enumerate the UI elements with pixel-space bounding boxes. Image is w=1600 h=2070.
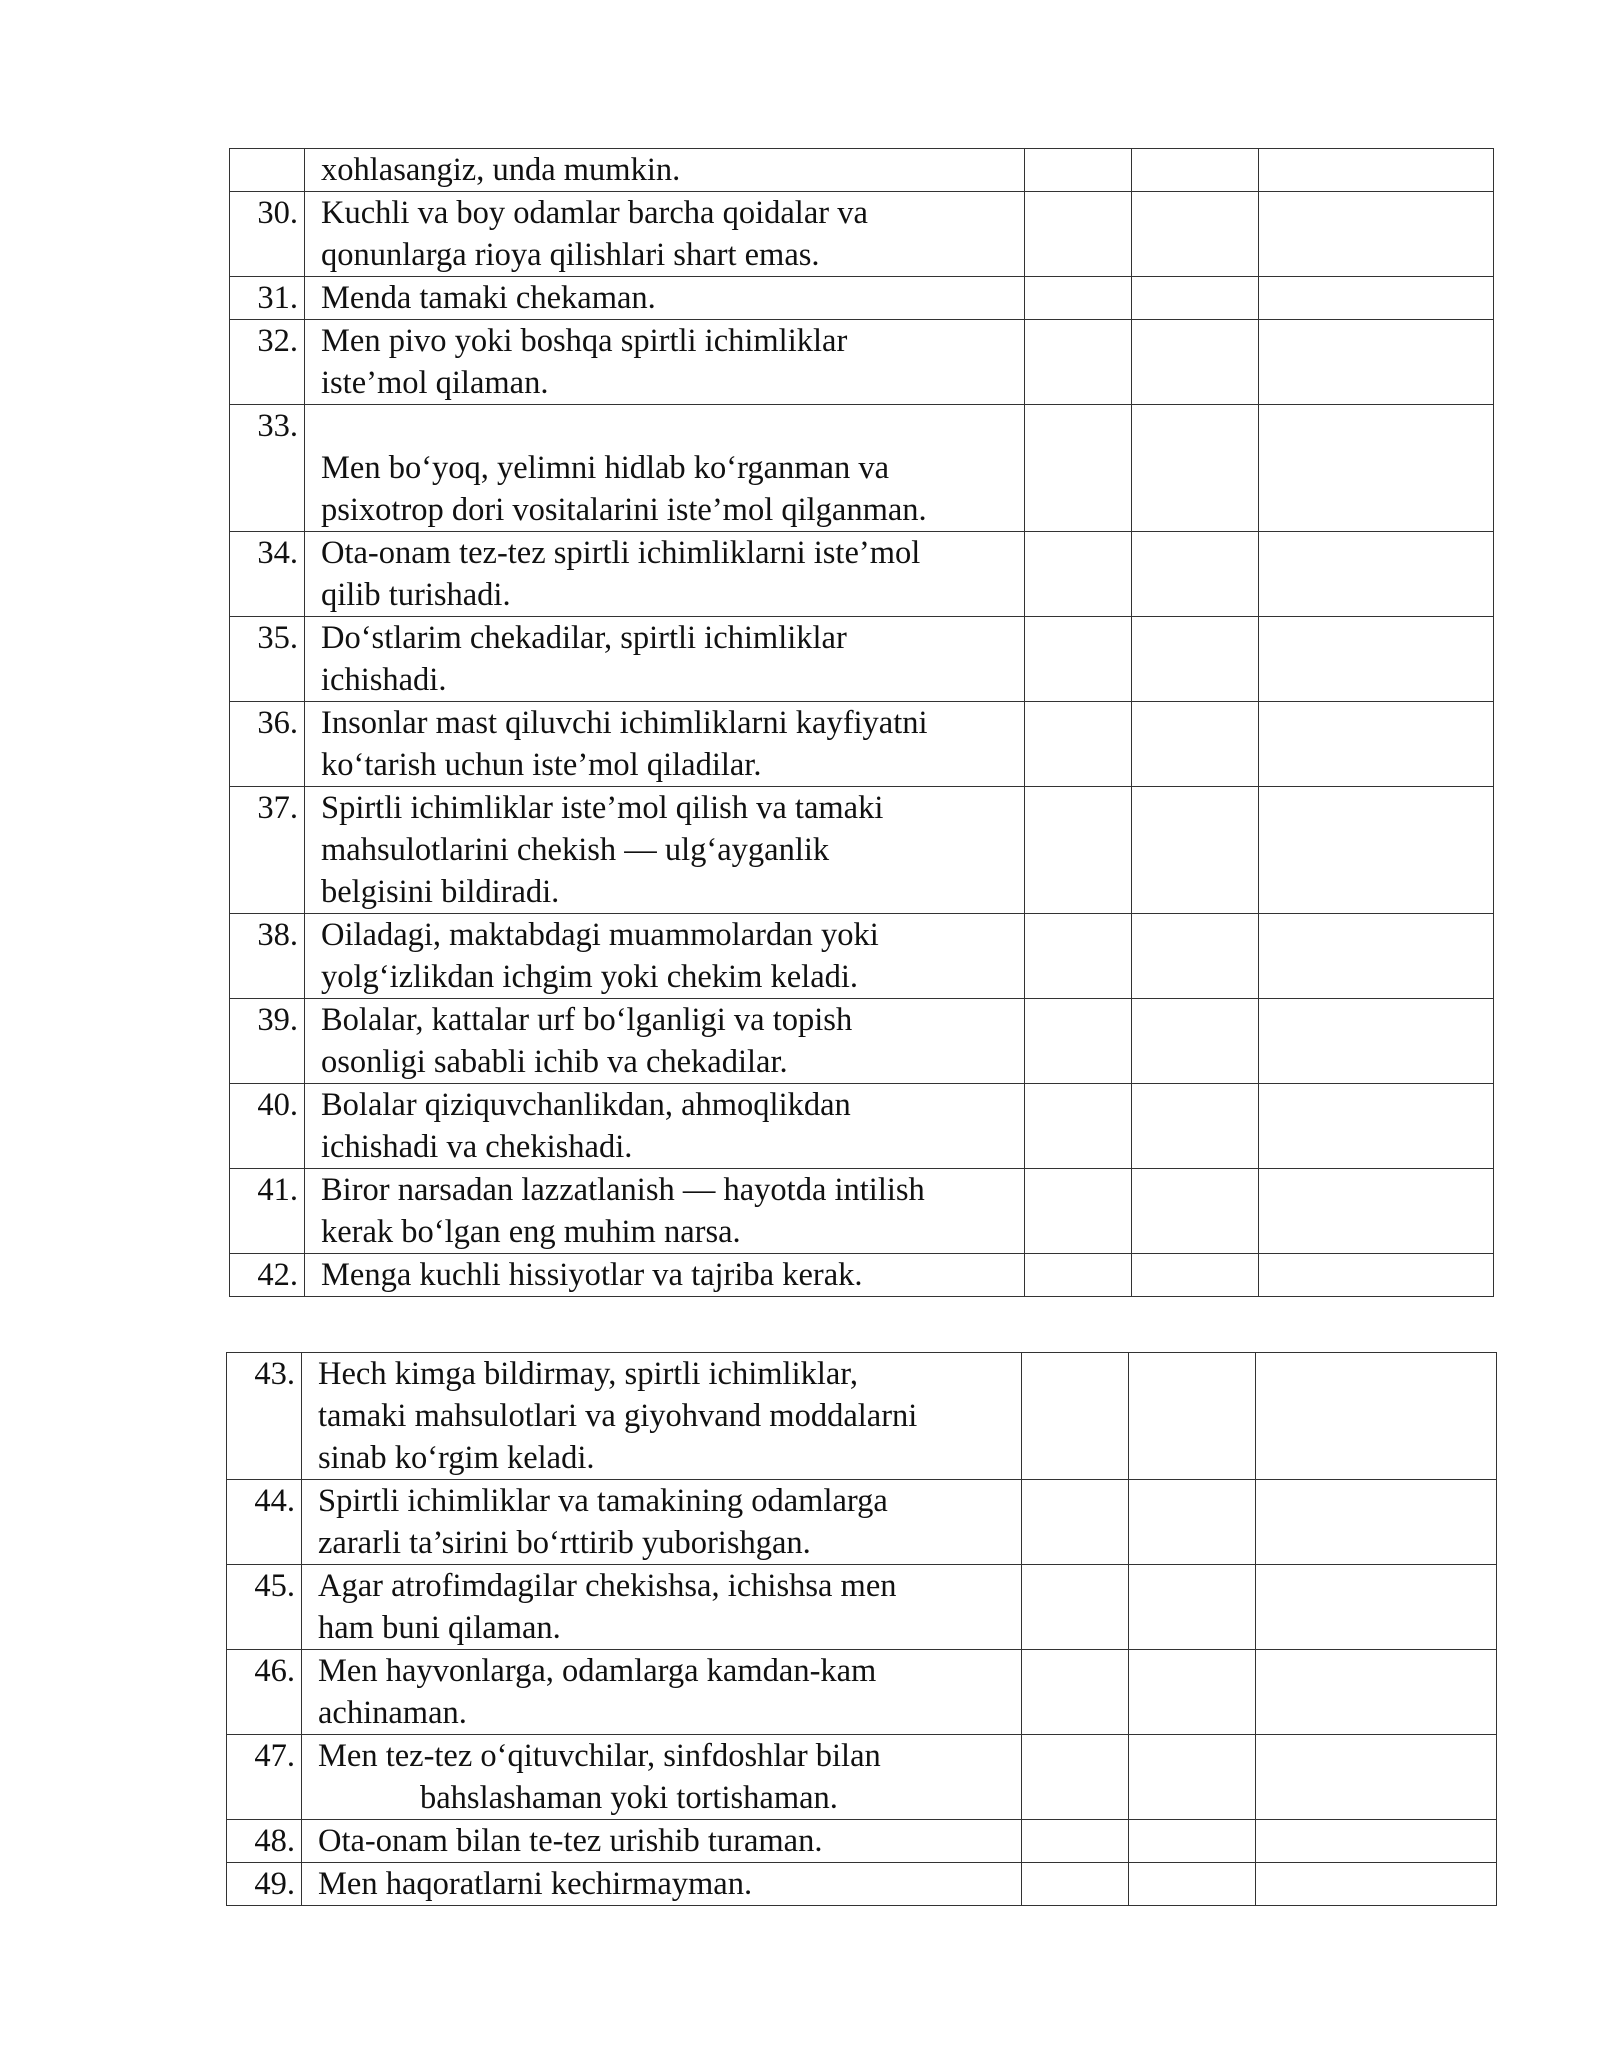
answer-cell[interactable] [1129,1480,1256,1565]
answer-cell[interactable] [1256,1863,1497,1906]
answer-cell[interactable] [1132,1169,1259,1254]
statement-text: Biror narsadan lazzatlanish — hayotda intilish kerak bo‘lgan eng muhim narsa. [305,1169,1025,1254]
statement-text: Men haqoratlarni kechirmayman. [302,1863,1022,1906]
row-number: 30. [230,192,305,277]
statement-text: Spirtli ichimliklar va tamakining odamlarga zararli ta’sirini bo‘rttirib yuborishgan. [302,1480,1022,1565]
table-row [230,277,1494,320]
answer-cell[interactable] [1025,405,1132,532]
table-row [227,1353,1497,1480]
answer-cell[interactable] [1025,914,1132,999]
row-number: 35. [230,617,305,702]
table-row [230,192,1494,277]
statement-text: Bolalar qiziquvchanlikdan, ahmoqlikdan ichishadi va chekishadi. [305,1084,1025,1169]
table-row [227,1565,1497,1650]
answer-cell[interactable] [1129,1820,1256,1863]
answer-cell[interactable] [1132,405,1259,532]
answer-cell[interactable] [1259,192,1494,277]
row-number: 43. [227,1353,302,1480]
table-row [230,999,1494,1084]
answer-cell[interactable] [1025,1084,1132,1169]
answer-cell[interactable] [1259,277,1494,320]
answer-cell[interactable] [1259,320,1494,405]
answer-cell[interactable] [1132,277,1259,320]
answer-cell[interactable] [1129,1565,1256,1650]
answer-cell[interactable] [1025,320,1132,405]
answer-cell[interactable] [1022,1650,1129,1735]
row-number: 37. [230,787,305,914]
answer-cell[interactable] [1025,702,1132,787]
table-row [230,702,1494,787]
statement-text: Men tez-tez o‘qituvchilar, sinfdoshlar bilan bahslashaman yoki tortishaman. [302,1735,1022,1820]
answer-cell[interactable] [1259,1254,1494,1297]
table-row [230,532,1494,617]
answer-cell[interactable] [1132,149,1259,192]
statement-text: Ota-onam tez-tez spirtli ichimliklarni iste’mol qilib turishadi. [305,532,1025,617]
row-number: 31. [230,277,305,320]
table-row [227,1863,1497,1906]
answer-cell[interactable] [1259,702,1494,787]
row-number: 41. [230,1169,305,1254]
answer-cell[interactable] [1025,149,1132,192]
statement-text: Menga kuchli hissiyotlar va tajriba kerak. [305,1254,1025,1297]
table-row [230,320,1494,405]
statement-text: Do‘stlarim chekadilar, spirtli ichimliklar ichishadi. [305,617,1025,702]
statement-text: Hech kimga bildirmay, spirtli ichimliklar, tamaki mahsulotlari va giyohvand moddalarni sinab ko‘rgim keladi. [302,1353,1022,1480]
answer-cell[interactable] [1025,787,1132,914]
row-number: 46. [227,1650,302,1735]
answer-cell[interactable] [1256,1820,1497,1863]
questionnaire-table-1 [229,148,1494,1297]
row-number: 34. [230,532,305,617]
answer-cell[interactable] [1132,532,1259,617]
statement-text: Insonlar mast qiluvchi ichimliklarni kayfiyatni ko‘tarish uchun iste’mol qiladilar. [305,702,1025,787]
table-row [230,1084,1494,1169]
row-number: 47. [227,1735,302,1820]
table-row [230,1169,1494,1254]
statement-text: Kuchli va boy odamlar barcha qoidalar va qonunlarga rioya qilishlari shart emas. [305,192,1025,277]
answer-cell[interactable] [1025,1254,1132,1297]
answer-cell[interactable] [1259,1084,1494,1169]
answer-cell[interactable] [1022,1735,1129,1820]
statement-text: xohlasangiz, unda mumkin. [305,149,1025,192]
answer-cell[interactable] [1256,1565,1497,1650]
answer-cell[interactable] [1259,149,1494,192]
table-row [230,405,1494,532]
statement-text: Oiladagi, maktabdagi muammolardan yoki yolg‘izlikdan ichgim yoki chekim keladi. [305,914,1025,999]
row-number: 38. [230,914,305,999]
answer-cell[interactable] [1025,617,1132,702]
table-row [227,1820,1497,1863]
answer-cell[interactable] [1129,1650,1256,1735]
answer-cell[interactable] [1256,1353,1497,1480]
row-number: 49. [227,1863,302,1906]
answer-cell[interactable] [1132,1254,1259,1297]
answer-cell[interactable] [1259,787,1494,914]
answer-cell[interactable] [1129,1735,1256,1820]
answer-cell[interactable] [1259,405,1494,532]
answer-cell[interactable] [1132,702,1259,787]
row-number [230,149,305,192]
questionnaire-table-2 [226,1352,1497,1906]
table-row [227,1735,1497,1820]
answer-cell[interactable] [1025,532,1132,617]
table-row [230,914,1494,999]
answer-cell[interactable] [1132,999,1259,1084]
table-row [230,617,1494,702]
answer-cell[interactable] [1025,999,1132,1084]
row-number: 44. [227,1480,302,1565]
table-row [227,1480,1497,1565]
answer-cell[interactable] [1025,277,1132,320]
row-number: 33. [230,405,305,532]
answer-cell[interactable] [1132,617,1259,702]
answer-cell[interactable] [1132,1084,1259,1169]
statement-text: Agar atrofimdagilar chekishsa, ichishsa men ham buni qilaman. [302,1565,1022,1650]
answer-cell[interactable] [1022,1863,1129,1906]
statement-text: Men bo‘yoq, yelimni hidlab ko‘rganman va psixotrop dori vositalarini iste’mol qilganman. [305,405,1025,532]
answer-cell[interactable] [1259,532,1494,617]
row-number: 48. [227,1820,302,1863]
statement-text: Men pivo yoki boshqa spirtli ichimliklar iste’mol qilaman. [305,320,1025,405]
row-number: 45. [227,1565,302,1650]
answer-cell[interactable] [1259,1169,1494,1254]
row-number: 42. [230,1254,305,1297]
statement-text: Menda tamaki chekaman. [305,277,1025,320]
table-row [227,1650,1497,1735]
answer-cell[interactable] [1022,1353,1129,1480]
answer-cell[interactable] [1132,914,1259,999]
answer-cell[interactable] [1259,914,1494,999]
row-number: 36. [230,702,305,787]
table-row [230,1254,1494,1297]
answer-cell[interactable] [1025,192,1132,277]
answer-cell[interactable] [1129,1353,1256,1480]
answer-cell[interactable] [1259,617,1494,702]
row-number: 32. [230,320,305,405]
statement-text: Ota-onam bilan te-tez urishib turaman. [302,1820,1022,1863]
answer-cell[interactable] [1132,787,1259,914]
answer-cell[interactable] [1022,1565,1129,1650]
statement-text: Bolalar, kattalar urf bo‘lganligi va topish osonligi sababli ichib va chekadilar. [305,999,1025,1084]
table-row [230,149,1494,192]
answer-cell[interactable] [1256,1480,1497,1565]
answer-cell[interactable] [1132,192,1259,277]
row-number: 40. [230,1084,305,1169]
answer-cell[interactable] [1256,1735,1497,1820]
table-row [230,787,1494,914]
answer-cell[interactable] [1022,1480,1129,1565]
answer-cell[interactable] [1259,999,1494,1084]
answer-cell[interactable] [1129,1863,1256,1906]
row-number: 39. [230,999,305,1084]
statement-text: Spirtli ichimliklar iste’mol qilish va tamaki mahsulotlarini chekish — ulg‘ayganlik belgisini bildiradi. [305,787,1025,914]
answer-cell[interactable] [1132,320,1259,405]
statement-text: Men hayvonlarga, odamlarga kamdan-kam achinaman. [302,1650,1022,1735]
answer-cell[interactable] [1256,1650,1497,1735]
answer-cell[interactable] [1025,1169,1132,1254]
answer-cell[interactable] [1022,1820,1129,1863]
